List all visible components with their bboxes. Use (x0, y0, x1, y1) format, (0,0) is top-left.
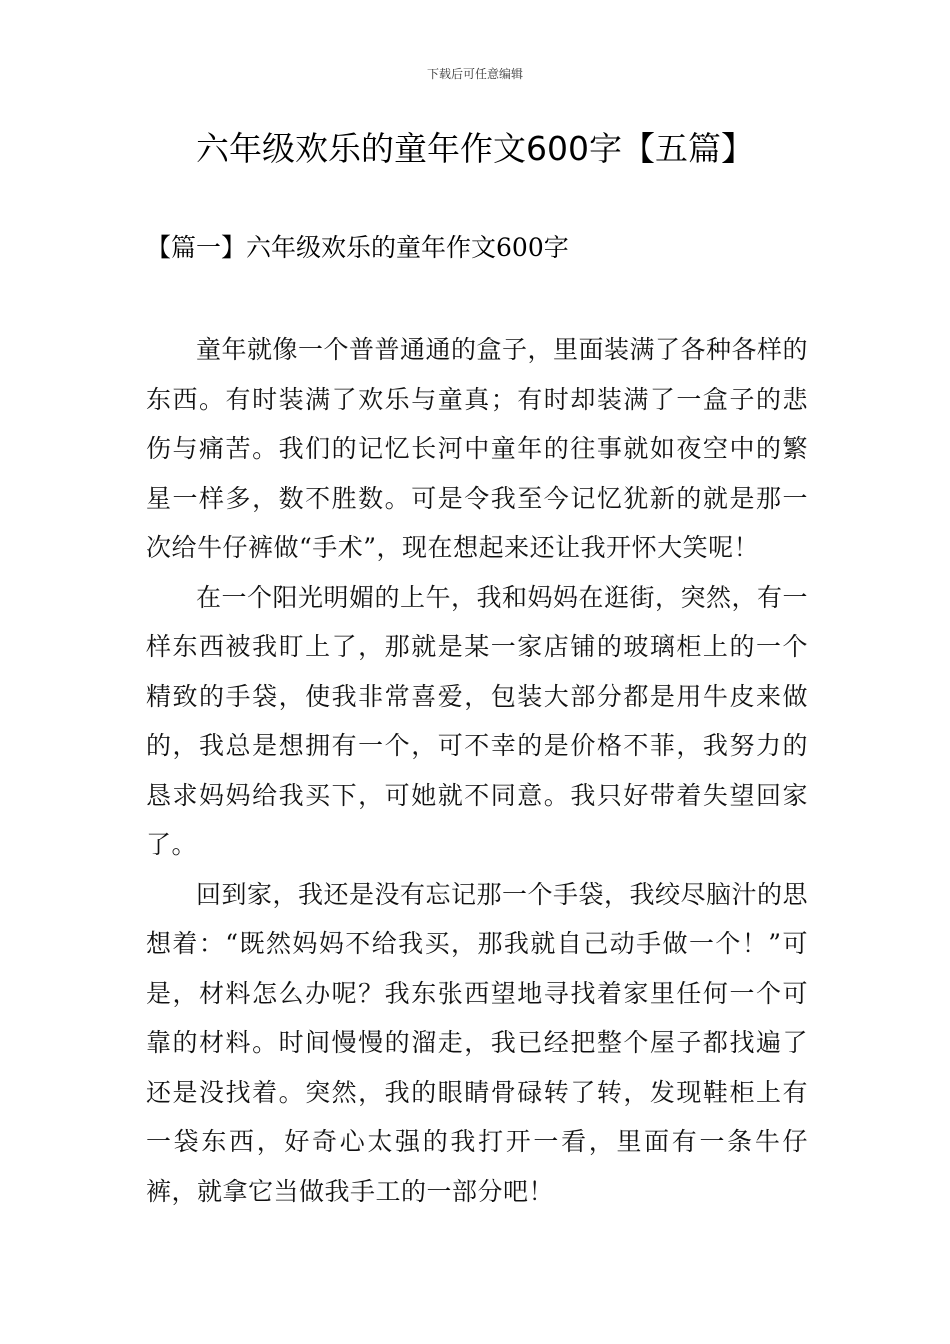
document-title: 六年级欢乐的童年作文600字【五篇】 (196, 129, 754, 168)
body-text (146, 325, 808, 1216)
paragraph-2: 在一个阳光明媚的上午，我和妈妈在逛街，突然，有一样东西被我盯上了，那就是某一家店铺的玻璃柜上的一个精致的手袋，使我非常喜爱，包装大部分都是用牛皮来做的，我总是想拥有一个，可不幸的是价格不菲，我努力的恳求妈妈给我买下，可她就不同意。我只好带着失望回家了。 (146, 582, 809, 859)
header-note: 下载后可任意编辑 (426, 67, 523, 81)
paragraph-1: 童年就像一个普普通通的盒子，里面装满了各种各样的东西。有时装满了欢乐与童真；有时却装满了一盒子的悲伤与痛苦。我们的记忆长河中童年的往事就如夜空中的繁星一样多，数不胜数。可是令我至今记忆犹新的就是那一次给牛仔裤做“手术”，现在想起来还让我开怀大笑呢！ (146, 335, 809, 562)
paragraph-3: 回到家，我还是没有忘记那一个手袋，我绞尽脑汁的思想着：“既然妈妈不给我买，那我就自己动手做一个！”可是，材料怎么办呢？我东张西望地寻找着家里任何一个可靠的材料。时间慢慢的溜走，我已经把整个屋子都找遍了还是没找着。突然，我的眼睛骨碌转了转，发现鞋柜上有一袋东西，好奇心太强的我打开一看，里面有一条牛仔裤，就拿它当做我手工的一部分吧！ (146, 879, 809, 1206)
section-heading: 【篇一】六年级欢乐的童年作文600字 (146, 233, 569, 262)
